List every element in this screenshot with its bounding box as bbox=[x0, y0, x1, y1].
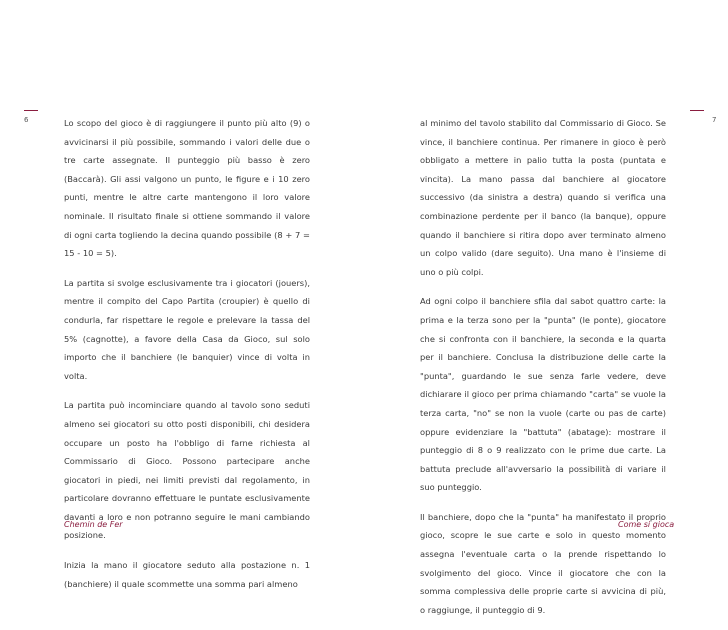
running-footer-left: Chemin de Fer bbox=[64, 520, 123, 529]
running-footer-right: Come si gioca bbox=[618, 520, 675, 529]
paragraph-right-3: Il banchiere, dopo che la "punta" ha manifestato il proprio gioco, scopre le sue carte e solo in questo momento assegna l'eventuale carta o la prende rispettando lo svolgimento del gioco. Vince il giocatore che con la somma complessiva delle proprie carte si avvicina di più, o raggiunge, il punteggio di 9. bbox=[420, 511, 666, 615]
paragraph-right-2: Ad ogni colpo il banchiere sfila dal sabot quattro carte: la prima e la terza sono per la "punta" (le ponte), giocatore che si confronta con il banchiere, la seconda e la quarta per il banchiere. Conclusa la distribuzione delle carte la "punta", guardando le sue senza farle vedere, deve dichiarare il gioco per prima chiamando "carta" se vuole la terza carta, "no" se non la vuole (carte ou pas de carte) oppure evidenziare la "battuta" (abatage): mostrare il punteggio di 8 o 9 realizzato con le prime due carte. La battuta preclude all'avversario la possibilità di variare il suo punteggio. bbox=[420, 296, 666, 493]
paragraph-right-1: al minimo del tavolo stabilito dal Commissario di Gioco. Se vince, il banchiere continua. Per rimanere in gioco è però obbligato a mettere in palio tutta la posta (puntata e vincita). La mano passa dal banchiere al giocatore successivo (da sinistra a destra) quando si verifica una combinazione perdente per il banco (la banque), oppure quando il banchiere si ritira dopo aver terminato almeno un colpo valido (dare seguito). Una mano è l'insieme di uno o più colpi. bbox=[420, 118, 666, 277]
page-marker-rule-left bbox=[24, 110, 38, 111]
paragraph-left-4: Inizia la mano il giocatore seduto alla postazione n. 1 (banchiere) il quale scommette una somma pari almeno bbox=[64, 560, 310, 589]
text-column-left bbox=[64, 114, 310, 604]
page-number-left: 6 bbox=[24, 116, 29, 124]
page-number-right: 7 bbox=[712, 116, 717, 124]
text-column-right bbox=[420, 114, 666, 630]
paragraph-left-1: Lo scopo del gioco è di raggiungere il punto più alto (9) o avvicinarsi il più possibile, sommando i valori delle due o tre carte assegnate. Il punteggio più basso è zero (Baccarà). Gli assi valgono un punto, le figure e i 10 zero punti, mentre le altre carte mantengono il loro valore nominale. Il risultato finale si ottiene sommando il valore di ogni carta togliendo la decina quando possibile (8 + 7 = 15 - 10 = 5). bbox=[64, 118, 310, 259]
paragraph-left-3: La partita può incominciare quando al tavolo sono seduti almeno sei giocatori su otto posti disponibili, chi desidera occupare un posto ha l'obbligo di farne richiesta al Commissario di Gioco. Possono partecipare anche giocatori in piedi, nei limiti previsti dal regolamento, in particolare dovranno effettuare le puntate esclusivamente davanti a loro e non potranno seguire le mani cambiando posizione. bbox=[64, 400, 310, 541]
page-marker-rule-right bbox=[690, 110, 704, 111]
paragraph-left-2: La partita si svolge esclusivamente tra i giocatori (jouers), mentre il compito del Capo Partita (croupier) è quello di condurla, far rispettare le regole e prelevare la tassa del 5% (cagnotte), a favore della Casa da Gioco, sul solo importo che il banchiere (le banquier) vince di volta in volta. bbox=[64, 277, 310, 381]
